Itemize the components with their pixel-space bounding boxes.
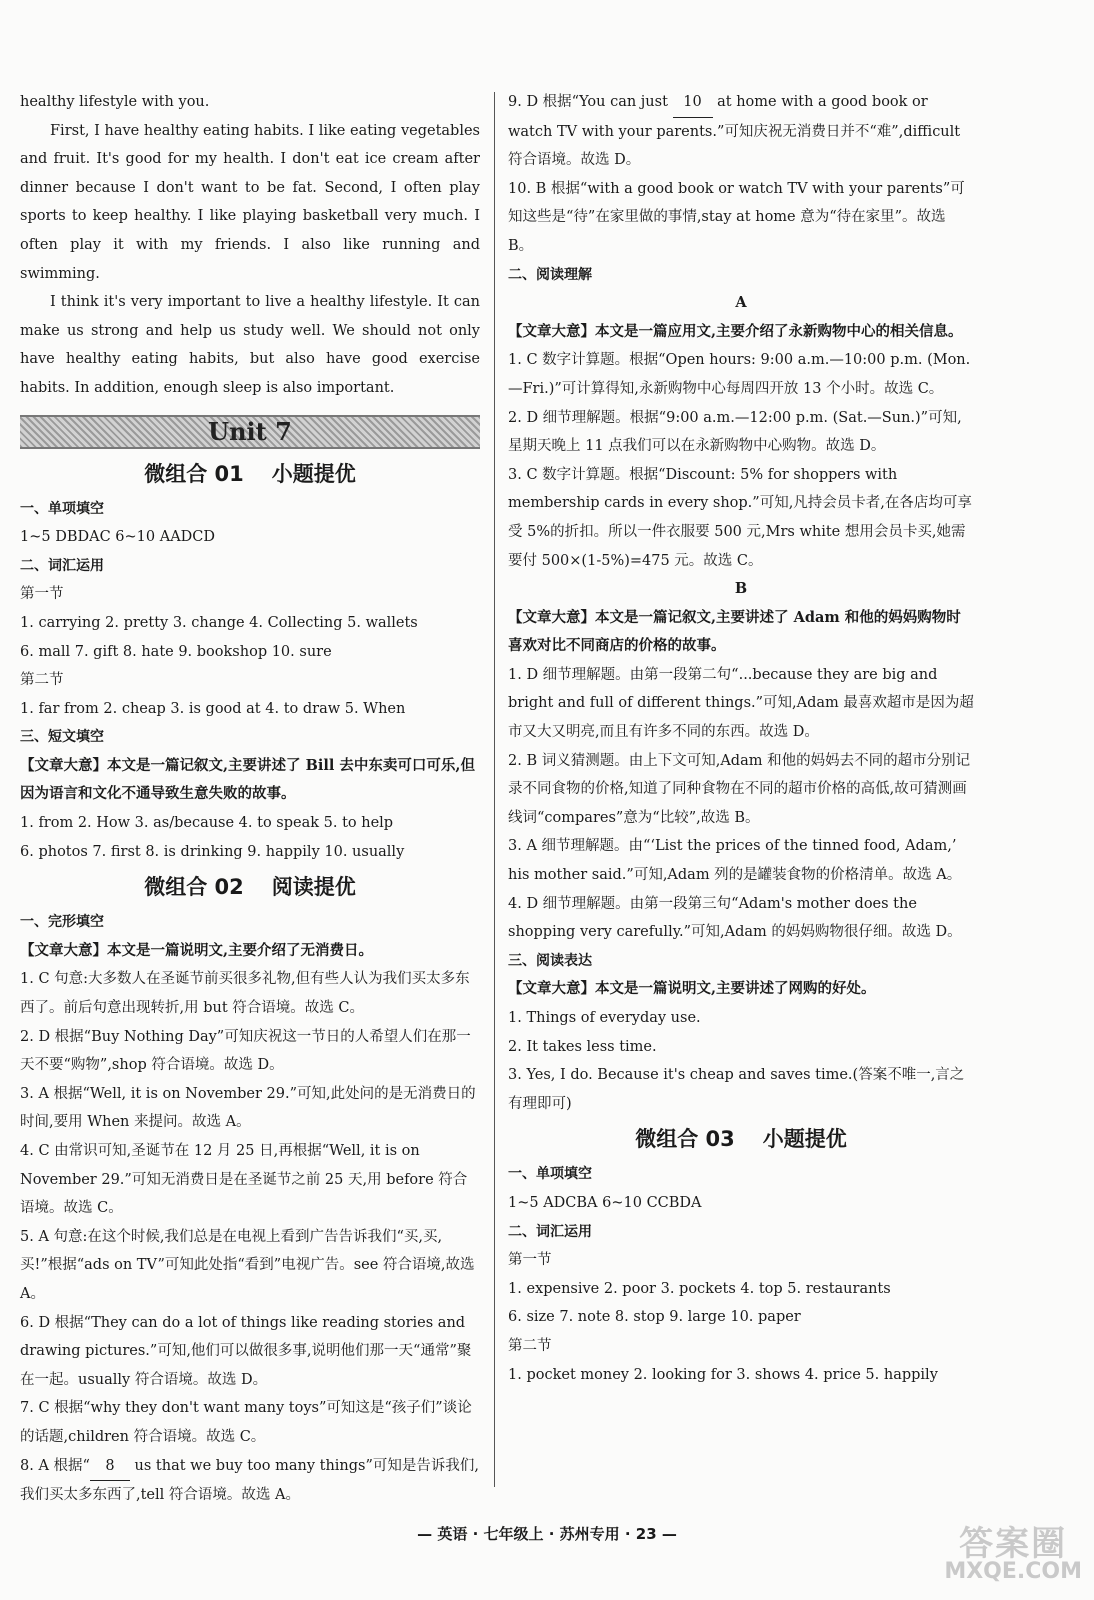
section-heading: 二、词汇运用	[20, 557, 104, 574]
part-heading: 第二节	[20, 672, 64, 689]
passage-label: B	[734, 580, 748, 598]
answer-line: 1~5 DBDAC 6~10 AADCD	[20, 529, 216, 546]
answer-text: 9. D 根据“You can just	[508, 94, 673, 110]
answer-explanation: 10. B 根据“with a good book or watch TV with your parents”可知这些是“待”在家里做的事情,stay at home 意为“待在家里”。故选 B。	[508, 180, 965, 254]
section-heading: 一、单项填空	[20, 500, 104, 517]
answer-line: 1. expensive 2. poor 3. pockets 4. top 5. restaurants	[508, 1280, 891, 1297]
answer-explanation: 1. C 数字计算题。根据“Open hours: 9:00 a.m.—10:00 p.m. (Mon.—Fri.)”可计算得知,永新购物中心每周四开放 13 个小时。故选 C。	[508, 352, 971, 397]
answer-text: at home with a good book or watch TV with your parents.”可知庆祝无消费日并不“难”,difficult 符合语境。故选 D。	[508, 94, 961, 169]
article-summary: 【文章大意】本文是一篇应用文,主要介绍了永新购物中心的相关信息。	[508, 322, 963, 340]
answer-explanation: 4. C 由常识可知,圣诞节在 12 月 25 日,再根据“Well, it is on November 29.”可知无消费日是在圣诞节之前 25 天,用 before 符合语境。故选 C。	[20, 1143, 468, 1217]
answer-explanation: 2. D 细节理解题。根据“9:00 a.m.—12:00 p.m. (Sat.—Sun.)”可知,星期天晚上 11 点我们可以在永新购物中心购物。故选 D。	[508, 409, 962, 455]
essay-paragraph: I think it's very important to live a healthy lifestyle. It can make us strong and help us study well. We should not only have healthy eating habits, but also have good exercise habits. In addition, enough sleep is also important.	[20, 294, 480, 396]
answer-text: us that we buy too many things”可知是告诉我们,我们买太多东西了,tell 符合语境。故选 A。	[20, 1457, 480, 1504]
answer-explanation: 3. C 数字计算题。根据“Discount: 5% for shoppers with membership cards in every shop.”可知,凡持会员卡者,在各店均可享受 5%的折扣。所以一件衣服要 500 元,Mrs white 想用会员卡买,她需要付 500×(1-5%)=475 元。故选 C。	[508, 466, 972, 569]
answer-line: 1. far from 2. cheap 3. is good at 4. to draw 5. When	[20, 700, 406, 717]
answer-line: 3. Yes, I do. Because it's cheap and saves time.(答案不唯一,言之有理即可)	[508, 1067, 965, 1112]
unit-title: Unit 7	[208, 417, 292, 447]
answer-explanation: 4. D 细节理解题。由第一段第三句“Adam's mother does the shopping very carefully.”可知,Adam 的妈妈购物很仔细。故选 D。	[508, 895, 962, 941]
watermark-logo	[944, 1524, 1082, 1586]
essay-line: healthy lifestyle with you.	[20, 94, 210, 110]
group-title	[20, 457, 480, 491]
answer-explanation	[508, 88, 974, 175]
watermark-text: 答案圈	[959, 1524, 1068, 1564]
blank: 10	[673, 88, 713, 118]
part-heading: 第二节	[508, 1337, 552, 1354]
group-number: 微组合 01	[144, 461, 244, 486]
watermark-url: MXQE.COM	[944, 1559, 1082, 1584]
unit-banner	[20, 415, 480, 449]
section-heading: 二、词汇运用	[508, 1223, 592, 1240]
group-title	[20, 870, 480, 904]
answer-line: 6. size 7. note 8. stop 9. large 10. paper	[508, 1309, 801, 1326]
answer-line: 1. pocket money 2. looking for 3. shows 4. price 5. happily	[508, 1366, 938, 1383]
article-summary: 【文章大意】本文是一篇记叙文,主要讲述了 Bill 去中东卖可口可乐,但因为语言和文化不通导致生意失败的故事。	[20, 756, 475, 803]
answer-explanation: 6. D 根据“They can do a lot of things like reading stories and drawing pictures.”可知,他们可以做很多事,说明他们那一天“通常”聚在一起。usually 符合语境。故选 D。	[20, 1314, 472, 1388]
page-footer: — 英语 · 七年级上 · 苏州专用 · 23 —	[417, 1525, 677, 1543]
blank: 8	[90, 1452, 130, 1482]
group-number: 微组合 02	[144, 875, 244, 900]
part-heading: 第一节	[20, 586, 64, 603]
group-number: 微组合 03	[635, 1127, 735, 1152]
group-subtitle: 小题提优	[762, 1127, 847, 1152]
answer-explanation: 3. A 细节理解题。由“‘List the prices of the tinned food, Adam,’ his mother said.”可知,Adam 列的是罐装食物的价格清单。故选 A。	[508, 838, 962, 884]
right-column	[508, 88, 974, 1389]
answer-explanation: 7. C 根据“why they don't want many toys”可知这是“孩子们”谈论的话题,children 符合语境。故选 C。	[20, 1400, 472, 1445]
passage-label: A	[735, 294, 747, 312]
answer-explanation: 2. B 词义猜测题。由上下文可知,Adam 和他的妈妈去不同的超市分别记录不同食物的价格,知道了同种食物在不同的超市价格的高低,故可猜测画线词“compares”意为“比较”,故选 B。	[508, 752, 971, 826]
group-subtitle: 阅读提优	[271, 875, 356, 900]
section-heading: 三、阅读表达	[508, 952, 592, 969]
answer-line: 1. carrying 2. pretty 3. change 4. Collecting 5. wallets	[20, 614, 418, 631]
section-heading: 一、单项填空	[508, 1166, 592, 1183]
essay-paragraph: First, I have healthy eating habits. I like eating vegetables and fruit. It's good for my health. I don't eat ice cream after dinner because I don't want to be fat. Second, I often play sports to keep healthy. I like playing basketball very much. I often play it with my friends. I also like running and swimming.	[20, 122, 480, 282]
answer-explanation: 2. D 根据“Buy Nothing Day”可知庆祝这一节日的人希望人们在那一天不要“购物”,shop 符合语境。故选 D。	[20, 1028, 471, 1074]
section-heading: 一、完形填空	[20, 914, 104, 931]
answer-explanation: 1. C 句意:大多数人在圣诞节前买很多礼物,但有些人认为我们买太多东西了。前后句意出现转折,用 but 符合语境。故选 C。	[20, 971, 470, 1017]
group-title	[508, 1122, 974, 1156]
answer-line: 1. Things of everyday use.	[508, 1010, 701, 1026]
answer-line: 6. mall 7. gift 8. hate 9. bookshop 10. sure	[20, 643, 332, 660]
answer-line: 1~5 ADCBA 6~10 CCBDA	[508, 1194, 702, 1211]
answer-line: 1. from 2. How 3. as/because 4. to speak 5. to help	[20, 815, 394, 832]
column-divider	[494, 92, 495, 1487]
answer-explanation: 5. A 句意:在这个时候,我们总是在电视上看到广告告诉我们“买,买,买!”根据“ads on TV”可知此处指“看到”电视广告。see 符合语境,故选 A。	[20, 1228, 475, 1302]
answer-line: 6. photos 7. first 8. is drinking 9. happily 10. usually	[20, 843, 405, 860]
article-summary: 【文章大意】本文是一篇说明文,主要介绍了无消费日。	[20, 941, 374, 959]
answer-explanation	[20, 1452, 480, 1510]
article-summary: 【文章大意】本文是一篇记叙文,主要讲述了 Adam 和他的妈妈购物时喜欢对比不同商店的价格的故事。	[508, 608, 961, 655]
answer-line: 2. It takes less time.	[508, 1038, 657, 1055]
article-summary: 【文章大意】本文是一篇说明文,主要讲述了网购的好处。	[508, 980, 876, 998]
part-heading: 第一节	[508, 1252, 552, 1269]
answer-explanation: 1. D 细节理解题。由第一段第二句“...because they are big and bright and full of different things.”可知,Adam 最喜欢超市是因为超市又大又明亮,而且有许多不同的东西。故选 D。	[508, 666, 974, 741]
left-column	[20, 88, 480, 1510]
section-heading: 二、阅读理解	[508, 266, 592, 283]
section-heading: 三、短文填空	[20, 729, 104, 746]
answer-text: 8. A 根据“	[20, 1457, 90, 1474]
group-subtitle: 小题提优	[271, 461, 356, 486]
answer-explanation: 3. A 根据“Well, it is on November 29.”可知,此处问的是无消费日的时间,要用 When 来提问。故选 A。	[20, 1085, 476, 1131]
